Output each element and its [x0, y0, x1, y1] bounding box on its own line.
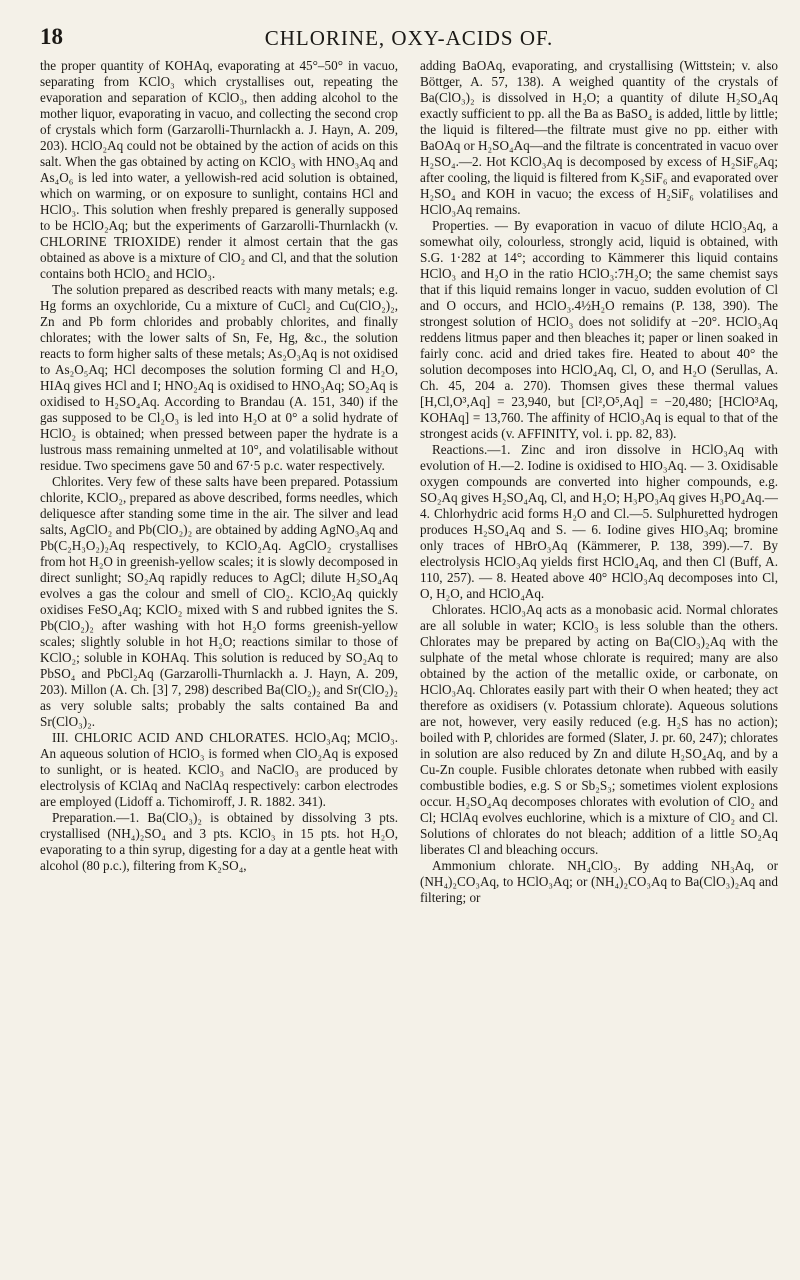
paragraph: Chlorates. HClO₃Aq acts as a monobasic acid. Normal chlorates are all soluble in water; KClO₃ is less soluble than the others. Chlorates may be prepared by acting on Ba(ClO₃)₂Aq with the sulphate of the metal whose chlorate is required; many are also obtained by the action of the metallic oxide, or carbonate, on HClO₃Aq. Chlorates easily part with their O when heated; they act therefore as oxidisers (v. Potassium chlorate). Aqueous solutions are not, however, very easily reduced (e.g. H₂S has no action); boiled with P, chlorides are formed (Slater, J. pr. 60, 247); chlorates in solution are also reduced by Zn and dilute H₂SO₄Aq, and by a Cu-Zn couple. Fusible chlorates detonate when rubbed with easily combustible bodies, e.g. S or Sb₂S₃; sometimes violent explosions occur. H₂SO₄Aq decomposes chlorates with evolution of ClO₂ and Cl; HClAq evolves euchlorine, which is a mixture of ClO₂ and Cl. Solutions of chlorates do not bleach; addition of a little SO₂Aq liberates Cl and bleaching occurs. [420, 602, 778, 857]
page-header [40, 24, 778, 54]
paragraph: Properties. — By evaporation in vacuo of dilute HClO₃Aq, a somewhat oily, colourless, strongly acid, liquid is obtained, with S.G. 1·282 at 14°; according to Kämmerer this liquid contains HClO₃ and H₂O in the ratio HClO₃:7H₂O; the same chemist says that if this liquid remains longer in vacuo, sudden evolution of Cl and O occurs, and HClO₃.4½H₂O remains (P. 138, 390). The strongest solution of HClO₃ does not solidify at −20°. HClO₃Aq reddens litmus paper and then bleaches it; paper or linen soaked in fairly conc. acid and dried takes fire. Heated to about 40° the solution decomposes into HClO₄Aq, Cl, O, and H₂O (Serullas, A. Ch. 45, 204 a. 270). Thomsen gives these thermal values [H,Cl,O³,Aq] = 23,940, but [Cl²,O⁵,Aq] = −20,480; [HClO³Aq, KOHAq] = 13,760. The affinity of HClO₃Aq is equal to that of the strongest acids (v. AFFINITY, vol. i. pp. 82, 83). [420, 218, 778, 441]
paragraph: The solution prepared as described reacts with many metals; e.g. Hg forms an oxychloride, Cu a mixture of CuCl₂ and Cu(ClO₂)₂, Zn and Pb form chlorides and probably chlorites, and finally chlorates; with the lower salts of Sn, Fe, Hg, &c., the solution reacts to form higher salts of these metals; As₂O₃Aq is not oxidised to As₂O₅Aq; HCl decomposes the solution forming Cl and H₂O, HIAq gives HCl and I; HNO₂Aq is oxidised to HNO₃Aq; SO₂Aq is oxidised to H₂SO₄Aq. According to Brandau (A. 151, 340) if the gas supposed to be Cl₂O₃ is led into H₂O at 0° a solid hydrate of HClO₂ is obtained; when pressed between paper the hydrate is a lustrous mass remaining unmelted at 10°, and volatilisable without residue. Two specimens gave 50 and 67·5 p.c. water respectively. [40, 282, 398, 473]
text-columns [40, 58, 778, 1258]
paragraph: III. CHLORIC ACID AND CHLORATES. HClO₃Aq; MClO₃. An aqueous solution of HClO₃ is formed when ClO₂Aq is exposed to sunlight, or is heated. KClO₃ and NaClO₃ are produced by electrolysis of KClAq and NaClAq respectively: carbon electrodes are employed (Lidoff a. Tichomiroff, J. R. 1882. 341). [40, 730, 398, 809]
page-number: 18 [40, 24, 63, 49]
paragraph: the proper quantity of KOHAq, evaporating at 45°–50° in vacuo, separating from KClO₃ which crystallises out, repeating the evaporation and separation of KClO₃, then adding alcohol to the mother liquor, evaporating in vacuo, and collecting the second crop of crystals which form (Garzarolli-Thurnlackh a. J. Hayn, A. 209, 203). HClO₂Aq could not be obtained by the action of acids on this salt. When the gas obtained by acting on KClO₃ with HNO₃Aq and As₄O₆ is led into water, a yellowish-red acid solution is obtained, which on warming, or on exposure to sunlight, contains HCl and HClO₃. This solution when freshly prepared is generally supposed to be HClO₂Aq; but the experiments of Garzarolli-Thurnlackh (v. CHLORINE TRIOXIDE) render it almost certain that the gas obtained as above is a mixture of ClO₂ and Cl, and that the solution contains both HClO₂ and HClO₃. [40, 58, 398, 281]
right-column [420, 58, 778, 1258]
paragraph: adding BaOAq, evaporating, and crystallising (Wittstein; v. also Böttger, A. 57, 138). A weighed quantity of the crystals of Ba(ClO₃)₂ is dissolved in H₂O; a quantity of dilute H₂SO₄Aq exactly sufficient to pp. all the Ba as BaSO₄ is added, little by little; the liquid is filtered—the filtrate must give no pp. either with BaOAq or H₂SO₄Aq—and the filtrate is concentrated in vacuo over H₂SO₄.—2. Hot KClO₃Aq is decomposed by excess of H₂SiF₆Aq; after cooling, the liquid is filtered from K₂SiF₆ and evaporated over H₂SO₄ and KOH in vacuo; the excess of H₂SiF₆ volatilises and HClO₃Aq remains. [420, 58, 778, 217]
paragraph: Chlorites. Very few of these salts have been prepared. Potassium chlorite, KClO₂, prepared as above described, forms needles, which deliquesce after standing some time in the air. The silver and lead salts, AgClO₂ and Pb(ClO₂)₂ are obtained by adding AgNO₃Aq and Pb(C₂H₃O₂)₂Aq respectively, to KClO₂Aq. AgClO₂ crystallises from hot H₂O in greenish-yellow scales; it is slowly decomposed in direct sunlight; SO₂Aq rapidly reduces to AgCl; dilute H₂SO₄Aq evolves a gas the colour and smell of ClO₂. KClO₂Aq quickly oxidises FeSO₄Aq; KClO₂ mixed with S and rubbed ignites the S. Pb(ClO₂)₂ after washing with hot H₂O forms greenish-yellow scales; slightly soluble in hot H₂O; reactions similar to those of KClO₂; soluble in KOHAq. This solution is reduced by SO₂Aq to PbSO₄ and PbCl₂Aq (Garzarolli-Thurnlackh a. J. Hayn, A. 209, 203). Millon (A. Ch. [3] 7, 298) described Ba(ClO₂)₂ and Sr(ClO₂)₂ as very soluble salts; probably the salts contained Ba and Sr(ClO₃)₂. [40, 474, 398, 729]
paragraph: Reactions.—1. Zinc and iron dissolve in HClO₃Aq with evolution of H.—2. Iodine is oxidised to HIO₃Aq. — 3. Oxidisable oxygen compounds are converted into higher compounds, e.g. SO₂Aq gives H₂SO₄Aq, Cl, and H₂O; H₃PO₃Aq gives H₃PO₄Aq.—4. Chlorhydric acid forms H₂O and Cl.—5. Sulphuretted hydrogen produces H₂SO₄Aq and S. — 6. Iodine gives HIO₃Aq; bromine only traces of HBrO₃Aq (Kämmerer, P. 138, 399).—7. By electrolysis HClO₃Aq yields first HClO₄Aq, and then Cl (Buff, A. 110, 257). — 8. Heated above 40° HClO₃Aq decomposes into Cl, O, H₂O, and HClO₄Aq. [420, 442, 778, 601]
running-head: CHLORINE, OXY-ACIDS OF. [264, 26, 554, 50]
paragraph: Ammonium chlorate. NH₄ClO₃. By adding NH₃Aq, or (NH₄)₂CO₃Aq, to HClO₃Aq; or (NH₄)₂CO₃Aq to Ba(ClO₃)₂Aq and filtering; or [420, 858, 778, 905]
left-column [40, 58, 398, 1258]
paragraph: Preparation.—1. Ba(ClO₃)₂ is obtained by dissolving 3 pts. crystallised (NH₄)₂SO₄ and 3 pts. KClO₃ in 15 pts. hot H₂O, evaporating to a thin syrup, digesting for a day at a gentle heat with alcohol (80 p.c.), filtering from K₂SO₄, [40, 810, 398, 873]
